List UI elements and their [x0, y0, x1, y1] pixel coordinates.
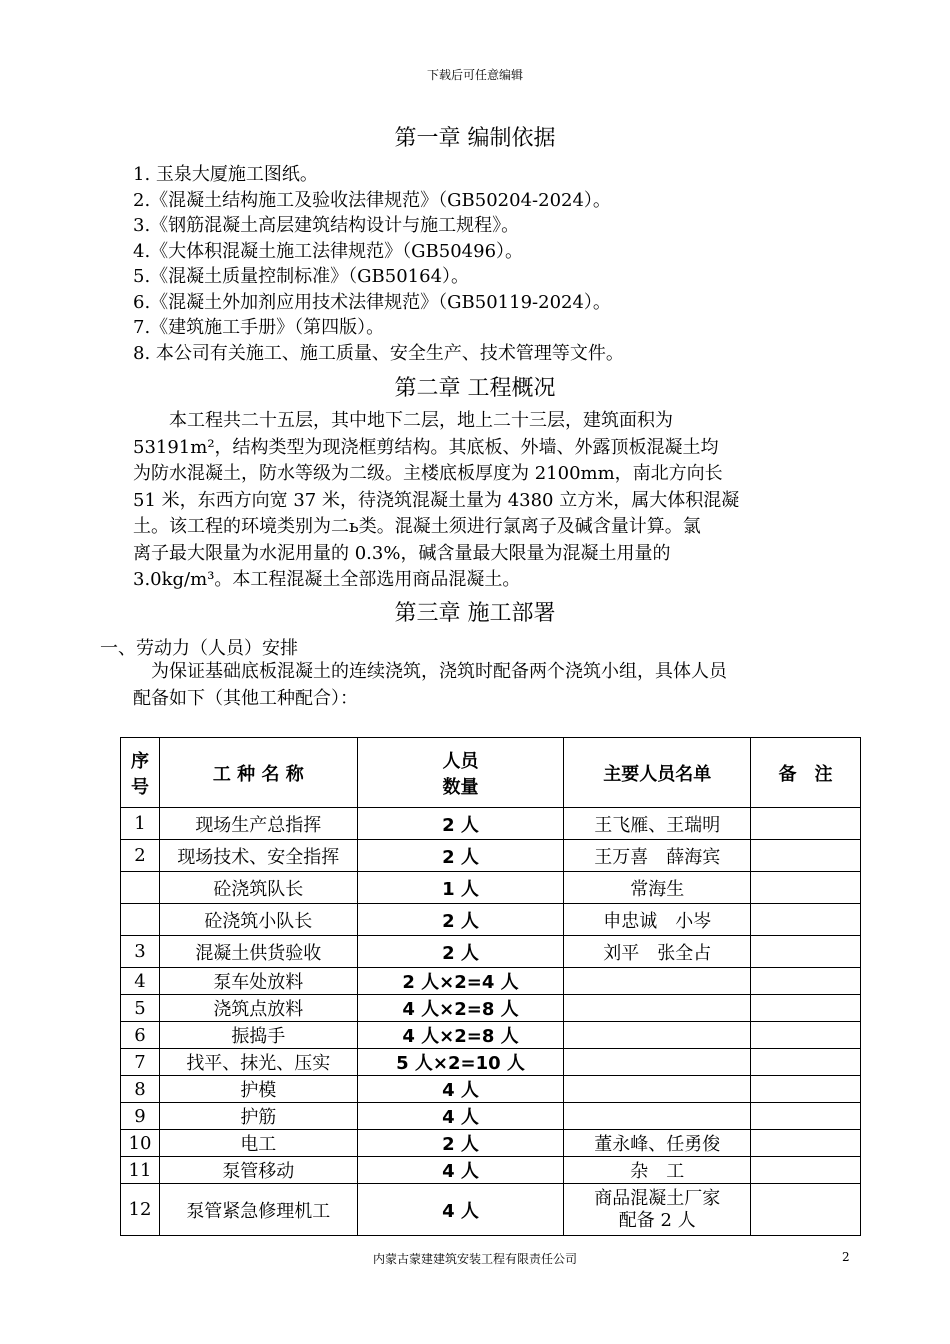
overview-line: 53191m²，结构类型为现浇框剪结构。其底板、外墙、外露顶板混凝土均: [133, 436, 719, 458]
cell-qty: 4 人: [357, 1184, 564, 1236]
staff-table: [120, 737, 861, 1236]
cell-note: [751, 904, 861, 936]
header-note: 备 注: [751, 738, 861, 808]
cell-name: 浇筑点放料: [159, 995, 357, 1022]
cell-members: [564, 1049, 751, 1076]
cell-seq: 9: [121, 1103, 160, 1130]
table-row: [121, 936, 861, 968]
cell-name: 砼浇筑小队长: [159, 904, 357, 936]
cell-name: 混凝土供货验收: [159, 936, 357, 968]
cell-note: [751, 1022, 861, 1049]
cell-note: [751, 1130, 861, 1157]
reference-item: 1. 玉泉大厦施工图纸。: [133, 164, 318, 185]
cell-qty: 5 人×2=10 人: [357, 1049, 564, 1076]
cell-note: [751, 968, 861, 995]
cell-name: 泵车处放料: [159, 968, 357, 995]
cell-note: [751, 1076, 861, 1103]
reference-list: [133, 162, 624, 366]
cell-qty: 4 人: [357, 1076, 564, 1103]
cell-note: [751, 1184, 861, 1236]
cell-qty: 2 人: [357, 1130, 564, 1157]
overview-line: 离子最大限量为水泥用量的 0.3%，碱含量最大限量为混凝土用量的: [133, 542, 671, 564]
cell-seq: 6: [121, 1022, 160, 1049]
cell-note: [751, 995, 861, 1022]
section-title-labor: 一、劳动力（人员）安排: [100, 638, 298, 659]
cell-note: [751, 872, 861, 904]
cell-members: [564, 968, 751, 995]
cell-qty: 4 人: [357, 1103, 564, 1130]
overview-line: 本工程共二十五层，其中地下二层，地上二十三层，建筑面积为: [133, 410, 673, 431]
cell-seq: [121, 872, 160, 904]
cell-qty: 4 人×2=8 人: [357, 995, 564, 1022]
labor-intro-line: 配备如下（其他工种配合）：: [133, 688, 358, 709]
table-row: [121, 1130, 861, 1157]
overview-line: 3.0kg/m³。本工程混凝土全部选用商品混凝土。: [133, 569, 521, 590]
cell-seq: 3: [121, 936, 160, 968]
cell-qty: 2 人: [357, 808, 564, 840]
reference-item: 3.《钢筋混凝土高层建筑结构设计与施工规程》。: [133, 215, 520, 236]
cell-note: [751, 936, 861, 968]
chapter2-title: 第二章 工程概况: [394, 376, 556, 401]
cell-members: 董永峰、任勇俊: [564, 1130, 751, 1157]
table-row: [121, 1103, 861, 1130]
table-row: [121, 808, 861, 840]
reference-item: 5.《混凝土质量控制标准》（GB50164）。: [133, 266, 470, 287]
overview-line: 51 米，东西方向宽 37 米，待浇筑混凝土量为 4380 立方米，属大体积混凝: [133, 489, 740, 511]
cell-seq: 10: [121, 1130, 160, 1157]
header-qty: 人员 数量: [357, 738, 564, 808]
cell-seq: 8: [121, 1076, 160, 1103]
header-seq: 序 号: [121, 738, 160, 808]
table-row: [121, 840, 861, 872]
table-header-row: [121, 738, 861, 808]
cell-members: 申忠诚 小岑: [564, 904, 751, 936]
header-members: 主要人员名单: [564, 738, 751, 808]
reference-item: 2.《混凝土结构施工及验收法律规范》（GB50204-2024）。: [133, 189, 611, 211]
cell-note: [751, 808, 861, 840]
cell-name: 泵管紧急修理机工: [159, 1184, 357, 1236]
cell-name: 护筋: [159, 1103, 357, 1130]
cell-name: 找平、抹光、压实: [159, 1049, 357, 1076]
chapter1-title: 第一章 编制依据: [394, 126, 556, 151]
header-name: 工 种 名 称: [159, 738, 357, 808]
table-row: [121, 995, 861, 1022]
table-row: [121, 968, 861, 995]
table-row: [121, 1049, 861, 1076]
cell-members: [564, 1022, 751, 1049]
cell-qty: 2 人: [357, 840, 564, 872]
cell-seq: 12: [121, 1184, 160, 1236]
cell-name: 护模: [159, 1076, 357, 1103]
cell-members: [564, 1076, 751, 1103]
reference-item: 8. 本公司有关施工、施工质量、安全生产、技术管理等文件。: [133, 342, 624, 364]
project-overview: [133, 408, 851, 594]
cell-qty: 4 人×2=8 人: [357, 1022, 564, 1049]
page-number: 2: [842, 1250, 850, 1264]
chapter3-title: 第三章 施工部署: [394, 601, 556, 626]
cell-seq: 5: [121, 995, 160, 1022]
cell-members: 常海生: [564, 872, 751, 904]
cell-members: [564, 1103, 751, 1130]
table-row: [121, 904, 861, 936]
cell-members: [564, 995, 751, 1022]
overview-line: 土。该工程的环境类别为二ь类。混凝土须进行氯离子及碱含量计算。氯: [133, 516, 701, 537]
table-row: [121, 872, 861, 904]
cell-members: 刘平 张全占: [564, 936, 751, 968]
overview-line: 为防水混凝土，防水等级为二级。主楼底板厚度为 2100mm，南北方向长: [133, 463, 723, 484]
labor-intro: [133, 658, 851, 712]
cell-name: 现场技术、安全指挥: [159, 840, 357, 872]
cell-note: [751, 840, 861, 872]
header-note: 下载后可任意编辑: [426, 68, 523, 82]
cell-qty: 1 人: [357, 872, 564, 904]
cell-name: 泵管移动: [159, 1157, 357, 1184]
cell-qty: 2 人×2=4 人: [357, 968, 564, 995]
cell-seq: [121, 904, 160, 936]
cell-qty: 4 人: [357, 1157, 564, 1184]
cell-members: 杂 工: [564, 1157, 751, 1184]
cell-members: 王万喜 薛海宾: [564, 840, 751, 872]
cell-note: [751, 1157, 861, 1184]
cell-note: [751, 1049, 861, 1076]
footer-company: 内蒙古蒙建建筑安装工程有限责任公司: [372, 1252, 577, 1266]
reference-item: 6.《混凝土外加剂应用技术法律规范》（GB50119-2024）。: [133, 291, 611, 313]
table-row: [121, 1184, 861, 1236]
table-row: [121, 1076, 861, 1103]
cell-members: 王飞雁、王瑞明: [564, 808, 751, 840]
cell-qty: 2 人: [357, 904, 564, 936]
labor-intro-line: 为保证基础底板混凝土的连续浇筑，浇筑时配备两个浇筑小组，具体人员: [133, 661, 727, 682]
cell-qty: 2 人: [357, 936, 564, 968]
reference-item: 7.《建筑施工手册》（第四版）。: [133, 317, 385, 338]
cell-seq: 2: [121, 840, 160, 872]
cell-name: 振捣手: [159, 1022, 357, 1049]
cell-name: 现场生产总指挥: [159, 808, 357, 840]
table-row: [121, 1157, 861, 1184]
reference-item: 4.《大体积混凝土施工法律规范》（GB50496）。: [133, 240, 524, 262]
cell-seq: 11: [121, 1157, 160, 1184]
cell-seq: 1: [121, 808, 160, 840]
cell-seq: 4: [121, 968, 160, 995]
cell-members: 商品混凝土厂家 配备 2 人: [564, 1184, 751, 1236]
cell-note: [751, 1103, 861, 1130]
table-row: [121, 1022, 861, 1049]
cell-name: 电工: [159, 1130, 357, 1157]
cell-seq: 7: [121, 1049, 160, 1076]
cell-name: 砼浇筑队长: [159, 872, 357, 904]
